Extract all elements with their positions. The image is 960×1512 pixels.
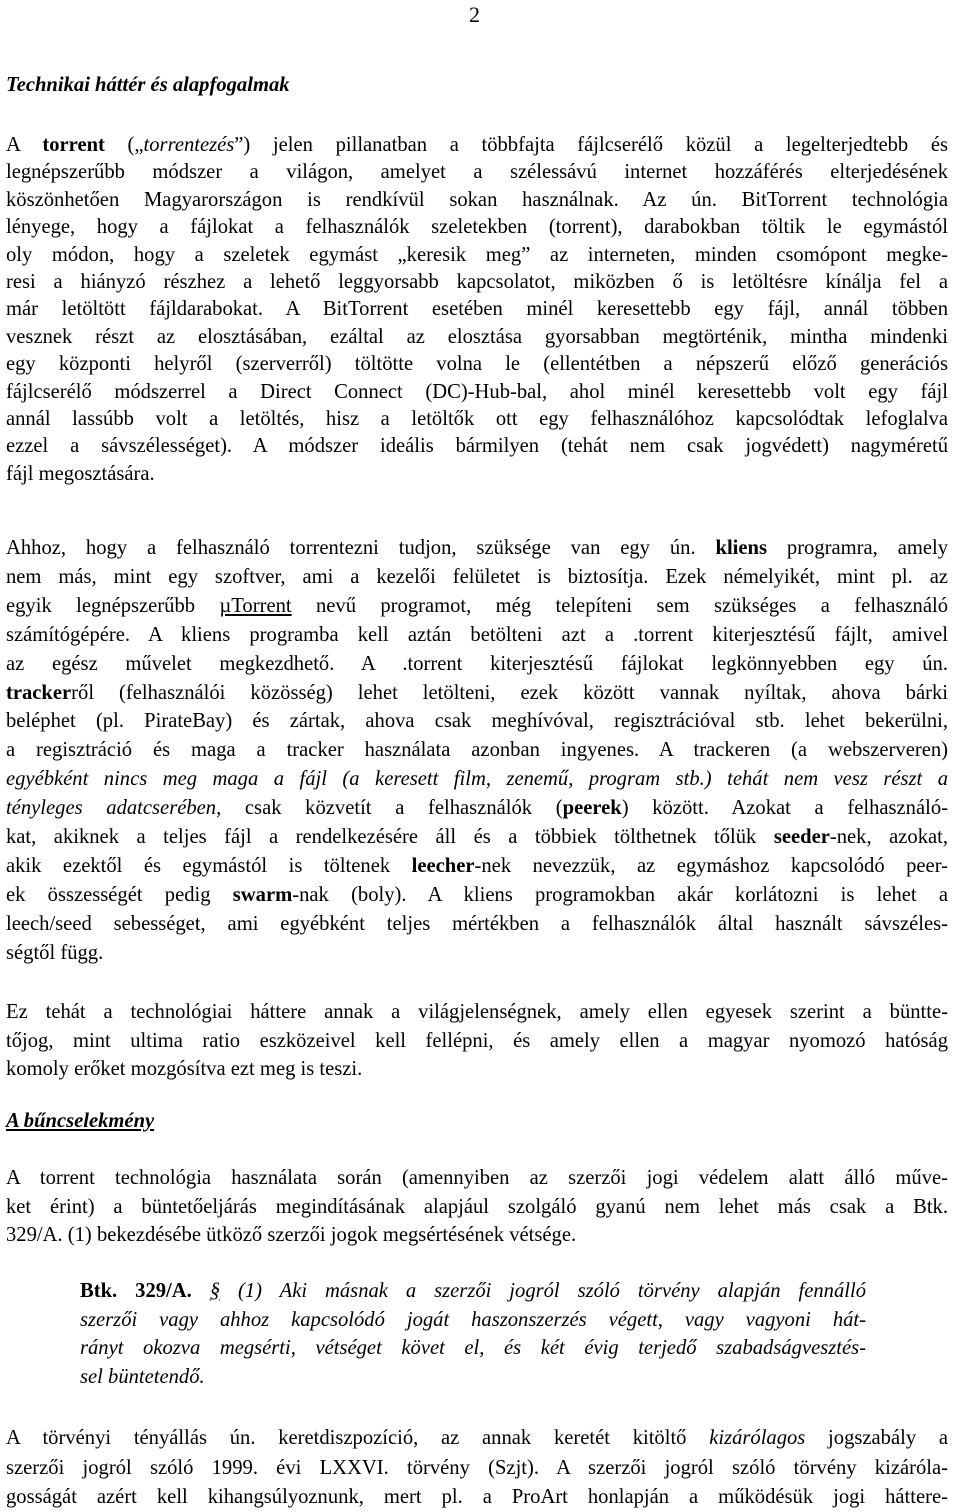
- text-run: ről (felhasználói közösség) lehet letölteni, ezek között vannak nyíltak, ahova bárki: [71, 681, 948, 704]
- text-line: [6, 882, 948, 909]
- text-run: már letöltött fájldarabokat. A BitTorrent esetében minél keresettebb egy fájl, annál többen: [6, 298, 948, 321]
- text-run: („: [104, 134, 144, 156]
- text-run: , csak közvetít a felhasználók (: [216, 797, 563, 820]
- text-line: [80, 1364, 866, 1391]
- text-run: Ahhoz, hogy a felhasználó torrentezni tudjon, szüksége van egy ún.: [6, 537, 716, 559]
- text-run: fájl megosztására.: [6, 462, 155, 485]
- text-line: [6, 296, 948, 323]
- text-run: tracker: [6, 681, 72, 704]
- text-run: A torrent technológia használata során (amennyiben az szerzői jogi védelem alatt álló műve-: [6, 1167, 948, 1189]
- text-run: ”) jelen pillanatban a többfajta fájlcserélő közül a legelterjedtebb és: [234, 134, 948, 156]
- text-run: ezzel a sávszélességet). A módszer ideális bármilyen (tehát nem csak jogvédett) nagyméretű: [6, 435, 948, 458]
- text-run: ek összességét pedig: [6, 883, 233, 906]
- text-line: [6, 651, 948, 678]
- text-run: [192, 1280, 210, 1302]
- text-line: [6, 680, 948, 707]
- text-run: egy központi helyről (szerverről) töltötte volna le (ellentétben a népszerű előző generációs: [6, 353, 948, 376]
- text-run: µTorrent: [219, 594, 292, 617]
- text-run: legnépszerűbb módszer a világon, amelyet a szélessávú internet hozzáférés elterjedésének: [6, 161, 948, 184]
- text-line: [6, 242, 948, 269]
- section-heading-technical-background: Technikai háttér és alapfogalmak: [6, 74, 290, 96]
- text-line: [6, 1455, 948, 1482]
- text-line: [6, 351, 948, 378]
- text-run: leecher: [411, 854, 475, 877]
- text-line: [6, 708, 948, 735]
- text-run: lényege, hogy a fájlokat a felhasználók szeletekben (torrent), darabokban töltik le egymástól: [6, 216, 948, 239]
- text-line: [6, 461, 948, 488]
- text-run: §: [209, 1280, 221, 1302]
- text-line: [6, 622, 948, 649]
- text-line: [6, 766, 948, 793]
- text-line: [6, 1056, 948, 1083]
- text-run: gosságát azért kell kihangsúlyoznunk, mert pl. a ProArt honlapján a működésük jogi háttere-: [6, 1486, 948, 1508]
- text-line: [6, 824, 948, 851]
- text-run: nem más, mint egy szoftver, ami a kezelői felületet is biztosítja. Ezek némelyikét, mint pl. az: [6, 565, 948, 588]
- text-run: kat, akiknek a teljes fájl a rendelkezésére áll és a többiek tölthetnek tőlük: [6, 826, 774, 848]
- text-run: szerzői vagy ahhoz kapcsolódó jogát haszonszerzés végett, vagy vagyoni hát-: [80, 1308, 866, 1331]
- text-line: [6, 853, 948, 880]
- text-run: az egész művelet megkezdhető. A .torrent kiterjesztésű fájlokat legkönnyebben egy ún.: [6, 652, 948, 675]
- section-heading-crime: A bűncselekmény: [6, 1110, 155, 1132]
- text-run: ket érint) a büntetőeljárás megindításának alapjául szolgáló gyanú nem lehet más csak a Btk.: [6, 1195, 948, 1218]
- text-run: programra, amely: [767, 537, 949, 559]
- text-run: számítógépére. A kliens programba kell aztán betölteni azt a .torrent kiterjesztésű fájlt, amivel: [6, 623, 948, 646]
- text-run: szerzői jogról szóló 1999. évi LXXVI. törvény (Szjt). A szerzői jogról szóló törvény kizáróla-: [6, 1456, 948, 1479]
- text-run: annál lassúbb volt a letöltés, hisz a letöltők ott egy felhasználóhoz kapcsolódtak lefoglalva: [6, 408, 948, 430]
- text-run: köszönhetően Magyarországon is rendkívül sokan használnak. Az ún. BitTorrent technológia: [6, 188, 948, 211]
- text-run: torrentezés: [143, 134, 235, 156]
- text-line: [6, 324, 948, 351]
- text-line: [6, 1194, 948, 1221]
- text-line: [6, 593, 948, 620]
- text-run: ) között. Azokat a felhasználó-: [621, 797, 948, 820]
- text-run: akik ezektől és egymástól is töltenek: [6, 854, 412, 877]
- text-line: [6, 1165, 948, 1192]
- text-run: komoly erőket mozgósítva ezt meg is teszi.: [6, 1058, 363, 1080]
- text-run: resi a hiányzó részhez a lehető leggyorsabb kapcsolatot, miközben ő is letöltésre kínálja fel a: [6, 271, 948, 293]
- text-run: tőjog, mint ultima ratio eszközeivel kell fellépni, és amely ellen a magyar nyomozó hatóság: [6, 1029, 948, 1052]
- text-run: seeder: [773, 826, 830, 848]
- text-line: [6, 406, 948, 433]
- text-run: jogszabály a: [805, 1427, 948, 1449]
- text-run: kizárólagos: [709, 1427, 806, 1449]
- text-line: [6, 795, 948, 822]
- text-line: [80, 1335, 866, 1362]
- text-line: [6, 269, 948, 296]
- text-line: [80, 1307, 866, 1334]
- text-run: Ez tehát a technológiai háttere annak a világjelenségnek, amely ellen egyesek szerint a büntte-: [6, 1001, 948, 1023]
- text-line: [6, 433, 948, 460]
- text-run: Btk. 329/A.: [80, 1280, 192, 1302]
- text-line: [6, 940, 948, 967]
- text-run: vesznek részt az elosztásában, ezáltal az elosztása gyorsabban megtörténik, mintha mindenki: [6, 325, 948, 348]
- text-line: [6, 1484, 948, 1511]
- text-line: [6, 911, 948, 938]
- text-run: kliens: [715, 537, 768, 559]
- text-run: beléphet (pl. PirateBay) és zártak, ahova csak meghívóval, regisztrációval stb. lehet bekerülni,: [6, 710, 948, 733]
- text-run: a regisztráció és maga a tracker használata azonban ingyenes. A trackeren (a webszerveren): [6, 739, 948, 762]
- text-run: ségtől függ.: [6, 941, 104, 964]
- page-number: 2: [469, 2, 480, 27]
- text-run: (1) Aki másnak a szerzői jogról szóló törvény alapján fennálló: [220, 1280, 866, 1302]
- text-run: leech/seed sebességet, ami egyébként teljes mértékben a felhasználók által használt sávszéles-: [6, 912, 948, 935]
- text-run: fájlcserélő módszerrel a Direct Connect (DC)-Hub-bal, ahol minél keresettebb volt egy fájl: [6, 380, 948, 403]
- text-run: -nek nevezzük, az egymáshoz kapcsolódó peer-: [474, 854, 948, 877]
- text-line: [6, 1222, 948, 1249]
- text-run: -nek, azokat,: [829, 826, 948, 848]
- text-line: [6, 564, 948, 591]
- text-run: oly módon, hogy a szeletek egymást „keresik meg” az interneten, minden csomópont megke-: [6, 243, 948, 266]
- text-run: A: [6, 134, 43, 156]
- text-run: torrent: [42, 134, 105, 156]
- text-line: [80, 1278, 866, 1305]
- text-run: tényleges adatcserében: [6, 797, 217, 820]
- text-line: [6, 132, 948, 159]
- text-line: [6, 159, 948, 186]
- text-run: swarm: [232, 883, 293, 906]
- text-run: sel büntetendő.: [80, 1365, 205, 1388]
- text-run: A törvényi tényállás ún. keretdiszpozíció, az annak keretét kitöltő: [6, 1427, 710, 1449]
- text-line: [6, 214, 948, 241]
- text-run: 329/A. (1) bekezdésébe ütköző szerzői jogok megsértésének vétsége.: [6, 1224, 577, 1246]
- text-run: rányt okozva megsérti, vétséget követ el, és két évig terjedő szabadságvesztés-: [80, 1337, 866, 1359]
- text-line: [6, 1028, 948, 1055]
- text-run: -nak (boly). A kliens programokban akár korlátozni is lehet a: [292, 883, 948, 906]
- text-run: egyébként nincs meg maga a fájl (a keresett film, zenemű, program stb.) tehát nem vesz részt a: [6, 768, 948, 791]
- text-line: [6, 737, 948, 764]
- text-run: peerek: [562, 797, 622, 820]
- text-run: nevű programot, még telepíteni sem szükséges a felhasználó: [291, 594, 948, 617]
- text-line: [6, 379, 948, 406]
- text-line: [6, 535, 948, 562]
- text-line: [6, 187, 948, 214]
- text-run: egyik legnépszerűbb: [6, 594, 220, 617]
- text-line: [6, 1425, 948, 1452]
- text-line: [6, 999, 948, 1026]
